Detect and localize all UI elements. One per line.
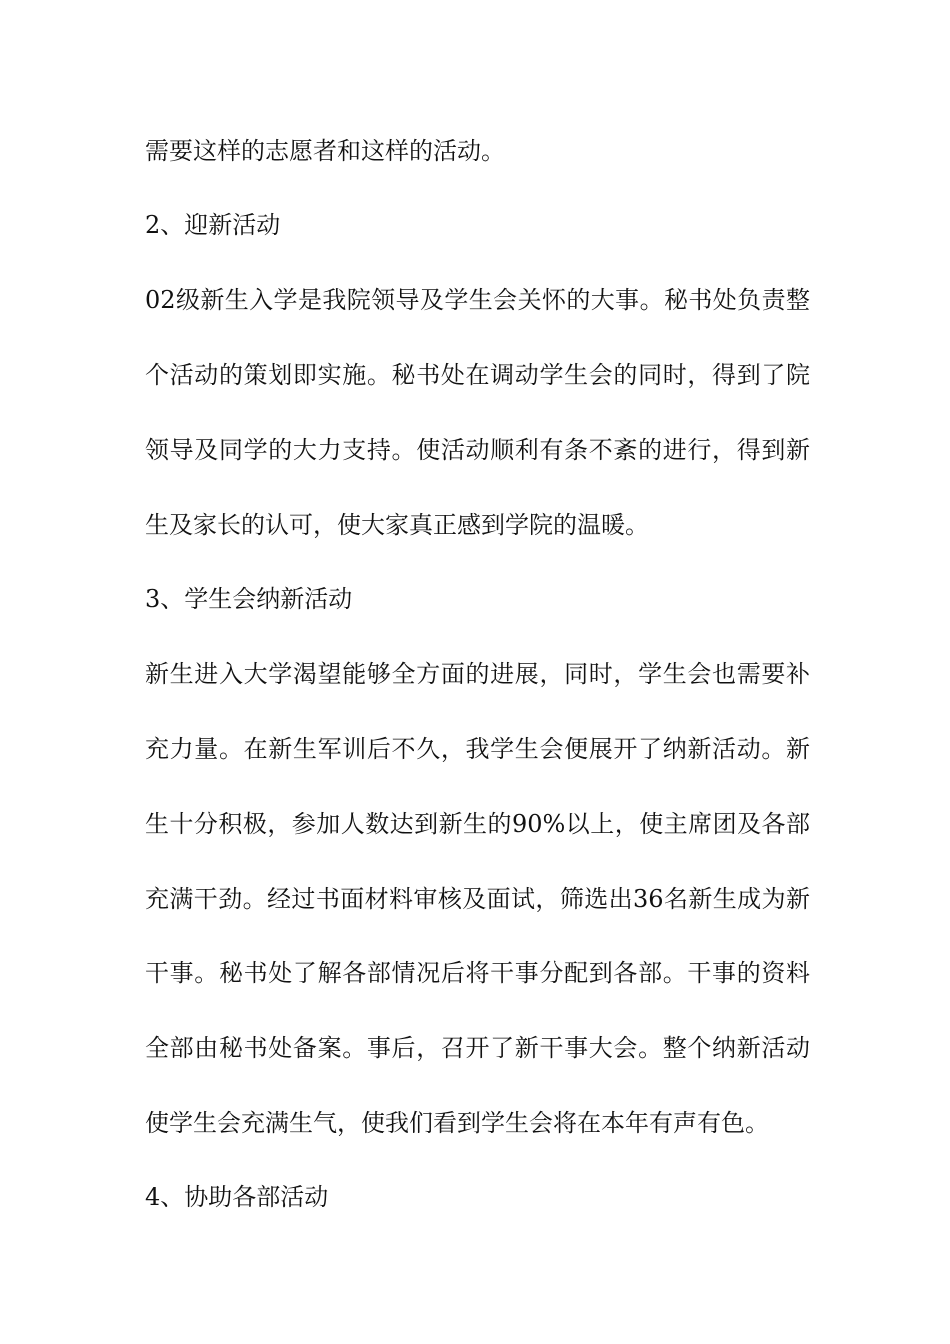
- text-line: 02级新生入学是我院领导及学生会关怀的大事。秘书处负责整: [145, 286, 810, 314]
- text-line: 全部由秘书处备案。事后，召开了新干事大会。整个纳新活动: [145, 1034, 810, 1062]
- text-line: 充满干劲。经过书面材料审核及面试，筛选出36名新生成为新: [145, 885, 810, 913]
- text-line: 个活动的策划即实施。秘书处在调动学生会的同时，得到了院: [145, 361, 810, 389]
- text-line: 干事。秘书处了解各部情况后将干事分配到各部。干事的资料: [145, 959, 810, 987]
- text-line: 新生进入大学渴望能够全方面的进展，同时，学生会也需要补: [145, 660, 810, 688]
- section-heading: 4、协助各部活动: [145, 1183, 329, 1211]
- text-line: 生及家长的认可，使大家真正感到学院的温暖。: [145, 511, 649, 539]
- section-heading: 3、学生会纳新活动: [145, 585, 353, 613]
- text-line: 使学生会充满生气，使我们看到学生会将在本年有声有色。: [145, 1109, 769, 1137]
- text-line: 充力量。在新生军训后不久，我学生会便展开了纳新活动。新: [145, 735, 810, 763]
- text-line: 需要这样的志愿者和这样的活动。: [145, 137, 505, 165]
- text-line: 生十分积极，参加人数达到新生的90%以上，使主席团及各部: [145, 810, 810, 838]
- section-heading: 2、迎新活动: [145, 211, 281, 239]
- text-line: 领导及同学的大力支持。使活动顺利有条不紊的进行，得到新: [145, 436, 810, 464]
